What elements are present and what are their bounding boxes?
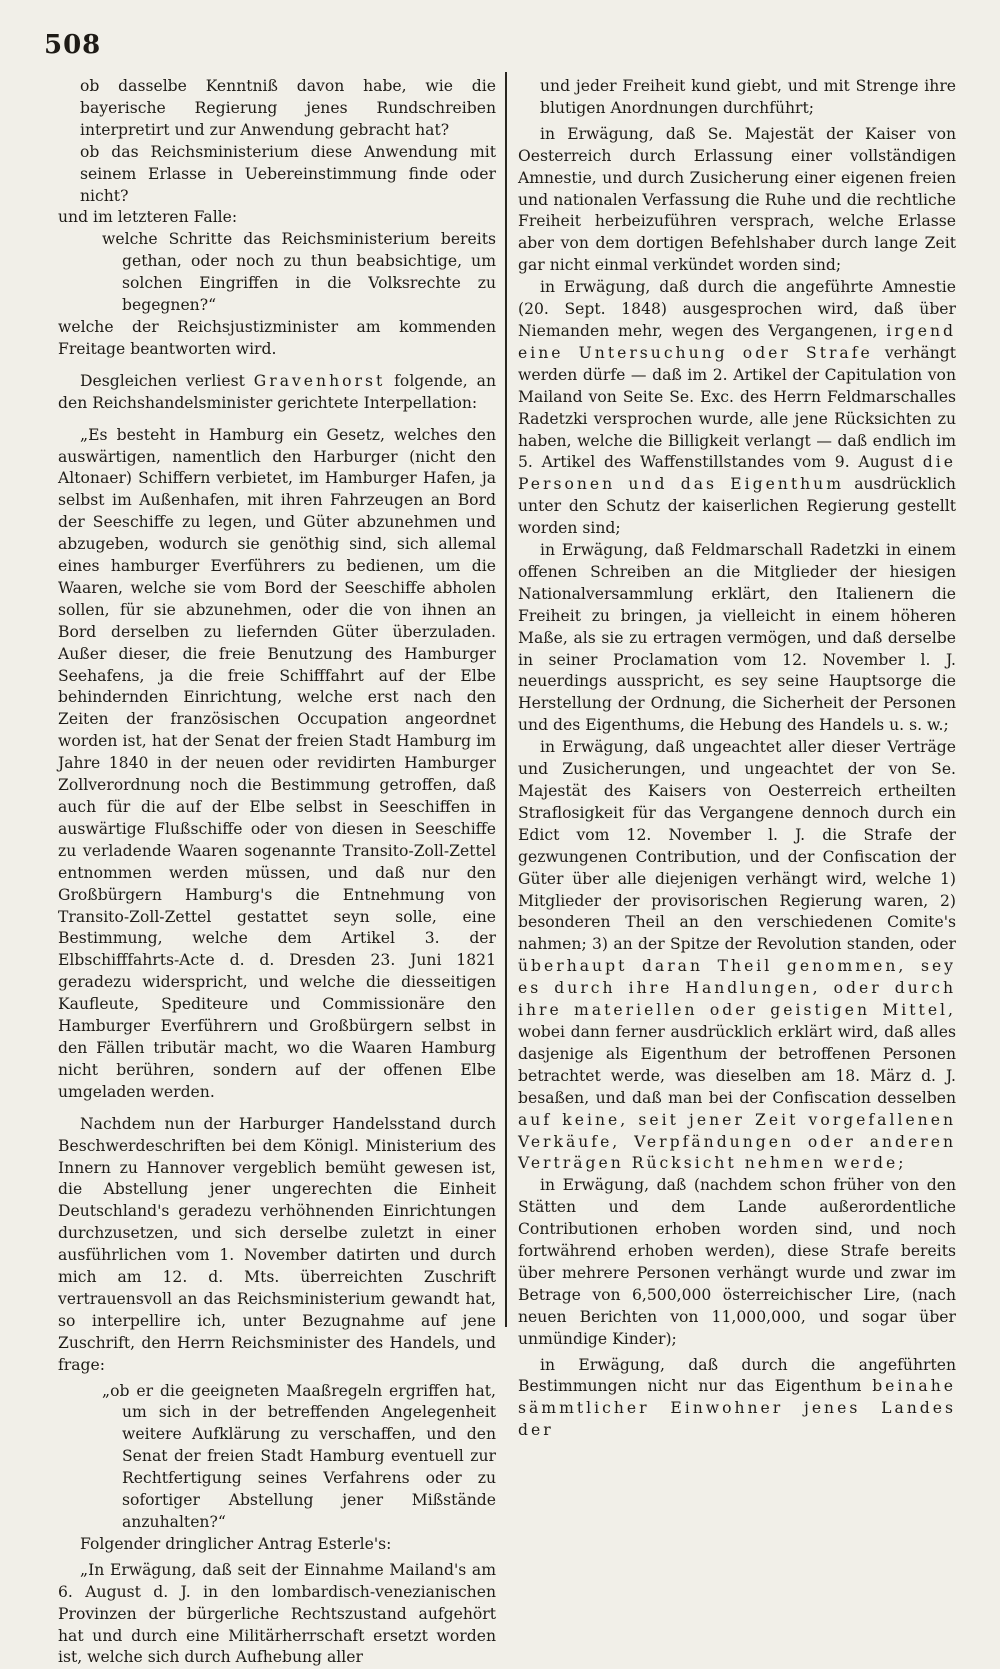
paragraph [518, 277, 956, 540]
paragraph: und im letzteren Falle: [58, 208, 238, 227]
text-run: ausdrücklich unter den Schutz der kaiserlichen Regierung gestellt worden sind; [518, 475, 956, 538]
paragraph: in Erwägung, daß (nachdem schon früher von den Stätten und dem Lande außerordentliche Contributionen erhoben worden sind, und noch fortwährend erhoben werden), diese Strafe bereits über mehrere Personen verhängt wurde und zwar im Betrage von 6,500,000 österreichischer Lire, (nach neuen Berichten von 11,000,000, und sogar über unmündige Kinder); [518, 1176, 956, 1348]
text-run: verhängt werden dürfe — daß im 2. Artikel der Capitulation von Mailand von Seite Se. Exc. des Herrn Feldmarschalles Radetzki versprochen wurde, alle jene Rücksichten zu haben, welche die Billigkeit verlangt — daß endlich im 5. Artikel des Waffenstillstandes vom 9. August [518, 343, 956, 472]
paragraph: welche der Reichsjustizminister am kommenden Freitage beantworten wird. [58, 317, 496, 358]
text-run: in Erwägung, daß ungeachtet aller dieser Verträge und Zusicherungen, und ungeachtet der von Se. Majestät des Kaisers von Oesterreich ertheilten Straflosigkeit für das Vergangene dennoch durch ein Edict vom 12. November l. J. die Strafe der gezwungenen Contribution, und der Confiscation der Güter über alle diejenigen verhängt wird, welche 1) Mitglieder der provisorischen Regierung waren, 2) besonderen Theil an den verschiedenen Comite's nahmen; 3) an der Spitze der Revolution standen, oder [518, 738, 956, 954]
paragraph: Nachdem nun der Harburger Handelsstand durch Beschwerdeschriften bei dem Königl. Ministerium des Innern zu Hannover vergeblich bemüht gewesen ist, die Abstellung jener ungerechten die Einheit Deutschland's geradezu verhöhnenden Einrichtungen durchzusetzen, und sich derselbe zuletzt in einer ausführlichen vom 1. November datirten und durch mich am 12. d. Mts. überreichten Zuschrift vertrauensvoll an das Reichsministerium gewandt hat, so interpellire ich, unter Bezugnahme auf jene Zuschrift, den Herrn Reichsminister des Handels, und frage: [58, 1114, 496, 1374]
emphasis: irgend eine Untersuchung oder Strafe [518, 321, 956, 362]
emphasis: beinahe sämmtlicher Einwohner jenes Landes der [518, 1377, 956, 1440]
text-run: in Erwägung, daß durch die angeführte Amnestie (20. Sept. 1848) ausgesprochen wird, daß über Niemanden mehr, wegen des Vergangenen, [518, 278, 956, 340]
column-divider [505, 72, 507, 1327]
paragraph: in Erwägung, daß Se. Majestät der Kaiser von Oesterreich durch Erlassung einer vollständigen Amnestie, und durch Zusicherung einer eigenen freien und nationalen Verfassung die Ruhe und die rechtliche Freiheit herbeizuführen versprach, welche Erlasse aber von dem dortigen Befehlshaber durch lange Zeit gar nicht einmal verkündet worden sind; [518, 124, 956, 275]
paragraph [58, 371, 496, 415]
quoted-question: „ob er die geeigneten Maaßregeln ergriffen hat, um sich in der betreffenden Angelegenheit weitere Aufklärung zu verschaffen, und den Senat der freien Stadt Hamburg eventuell zur Rechtfertigung seines Verfahrens oder zu sofortiger Abstellung jener Mißstände anzuhalten?“ [102, 1381, 496, 1531]
right-column [518, 76, 956, 1440]
emphasis: auf keine, seit jener Zeit vorgefallenen Verkäufe, Verpfändungen oder anderen Verträgen Rücksicht nehmen werde; [518, 1110, 956, 1173]
left-column [58, 76, 496, 1667]
paragraph [518, 737, 956, 1175]
paragraph: in Erwägung, daß Feldmarschall Radetzki in einem offenen Schreiben an die Mitglieder der hiesigen Nationalversammlung erklärt, den Italienern die Freiheit zu bringen, ja vielleicht in einem höheren Maße, als sie zu ertragen vermögen, und daß derselbe in seiner Proclamation vom 12. November l. J. neuerdings ausspricht, es sey seine Hauptsorge die Herstellung der Ordnung, die Sicherheit der Personen und des Eigenthums, die Hebung des Handels u. s. w.; [518, 541, 956, 735]
interpellation-text: „Es besteht in Hamburg ein Gesetz, welches den auswärtigen, namentlich den Harburger (nicht den Altonaer) Schiffern verbietet, im Hamburger Hafen, ja selbst im Außenhafen, mit ihren Fahrzeugen an Bord der Seeschiffe zu legen, und Güter abzunehmen und abzugeben, wodurch sie genöthig sind, sich allemal eines hamburger Everführers zu bedienen, um die Waaren, welche sie vom Bord der Seeschiffe abholen sollen, für sie abzunehmen, oder die von ihnen an Bord derselben zu liefernden Güter überzuladen. Außer dieser, die freie Benutzung des Hamburger Seehafens, ja die freie Schifffahrt auf der Elbe behindernden Einrichtung, welche erst nach den Zeiten der französischen Occupation angeordnet worden ist, hat der Senat der freien Stadt Hamburg im Jahre 1840 in der neuen oder revidirten Hamburger Zollverordnung noch die Bestimmung getroffen, daß auch für die auf der Elbe selbst in Seeschiffen in auswärtige Flußschiffe oder von diesen in Seeschiffe zu verladende Waaren sogenannte Transito-Zoll-Zettel entnommen werden müssen, und daß nur den Großbürgern Hamburg's die Entnehmung von Transito-Zoll-Zettel gestattet seyn solle, eine Bestimmung, welche dem Artikel 3. der Elbschifffahrts-Acte d. d. Dresden 23. Juni 1821 geradezu widerspricht, und welche die diesseitigen Kaufleute, Spediteure und Commissionäre den Hamburger Everführern und Großbürgern selbst in den Fällen tributär macht, wo die Waaren Hamburg nicht berühren, sondern auf der offenen Elbe umgeladen werden. [58, 425, 496, 1101]
quoted-question: welche Schritte das Reichsministerium bereits gethan, oder noch zu thun beabsichtige, um solchen Eingriffen in die Volksrechte zu begegnen?“ [102, 230, 496, 315]
paragraph: und jeder Freiheit kund giebt, und mit Strenge ihre blutigen Anordnungen durchführt; [540, 77, 956, 117]
emphasis: überhaupt daran Theil genommen, sey es durch ihre Handlungen, oder durch ihre materiellen oder geistigen Mittel, [518, 957, 956, 1020]
paragraph: ob das Reichsministerium diese Anwendung mit seinem Erlasse in Uebereinstimmung finde oder nicht? [80, 142, 496, 205]
text-run: Desgleichen verliest [80, 371, 245, 390]
text-run: folgende, an den Reichshandelsminister gerichtete Interpellation: [58, 371, 496, 412]
emphasis: die Personen und das Eigenthum [518, 453, 956, 494]
motion-heading: Folgender dringlicher Antrag Esterle's: [80, 1534, 392, 1553]
paragraph: „In Erwägung, daß seit der Einnahme Mailand's am 6. August d. J. in den lombardisch-venezianischen Provinzen der bürgerliche Rechtszustand aufgehört hat und durch eine Militärherrschaft ersetzt worden ist, welche sich durch Aufhebung aller [58, 1560, 496, 1667]
paragraph: ob dasselbe Kenntniß davon habe, wie die bayerische Regierung jenes Rundschreiben interpretirt und zur Anwendung gebracht hat? [80, 77, 496, 139]
text-run: in Erwägung, daß durch die angeführten Bestimmungen nicht nur das Eigenthum [518, 1355, 956, 1396]
text-run: wobei dann ferner ausdrücklich erklärt wird, daß alles dasjenige als Eigenthum der betroffenen Personen betrachtet werde, was dieselben am 18. März d. J. besaßen, und daß man bei der Confiscation desselben [518, 1022, 956, 1107]
page-number: 508 [44, 30, 102, 60]
paragraph [518, 1355, 956, 1443]
speaker-name: Gravenhorst [253, 371, 386, 390]
